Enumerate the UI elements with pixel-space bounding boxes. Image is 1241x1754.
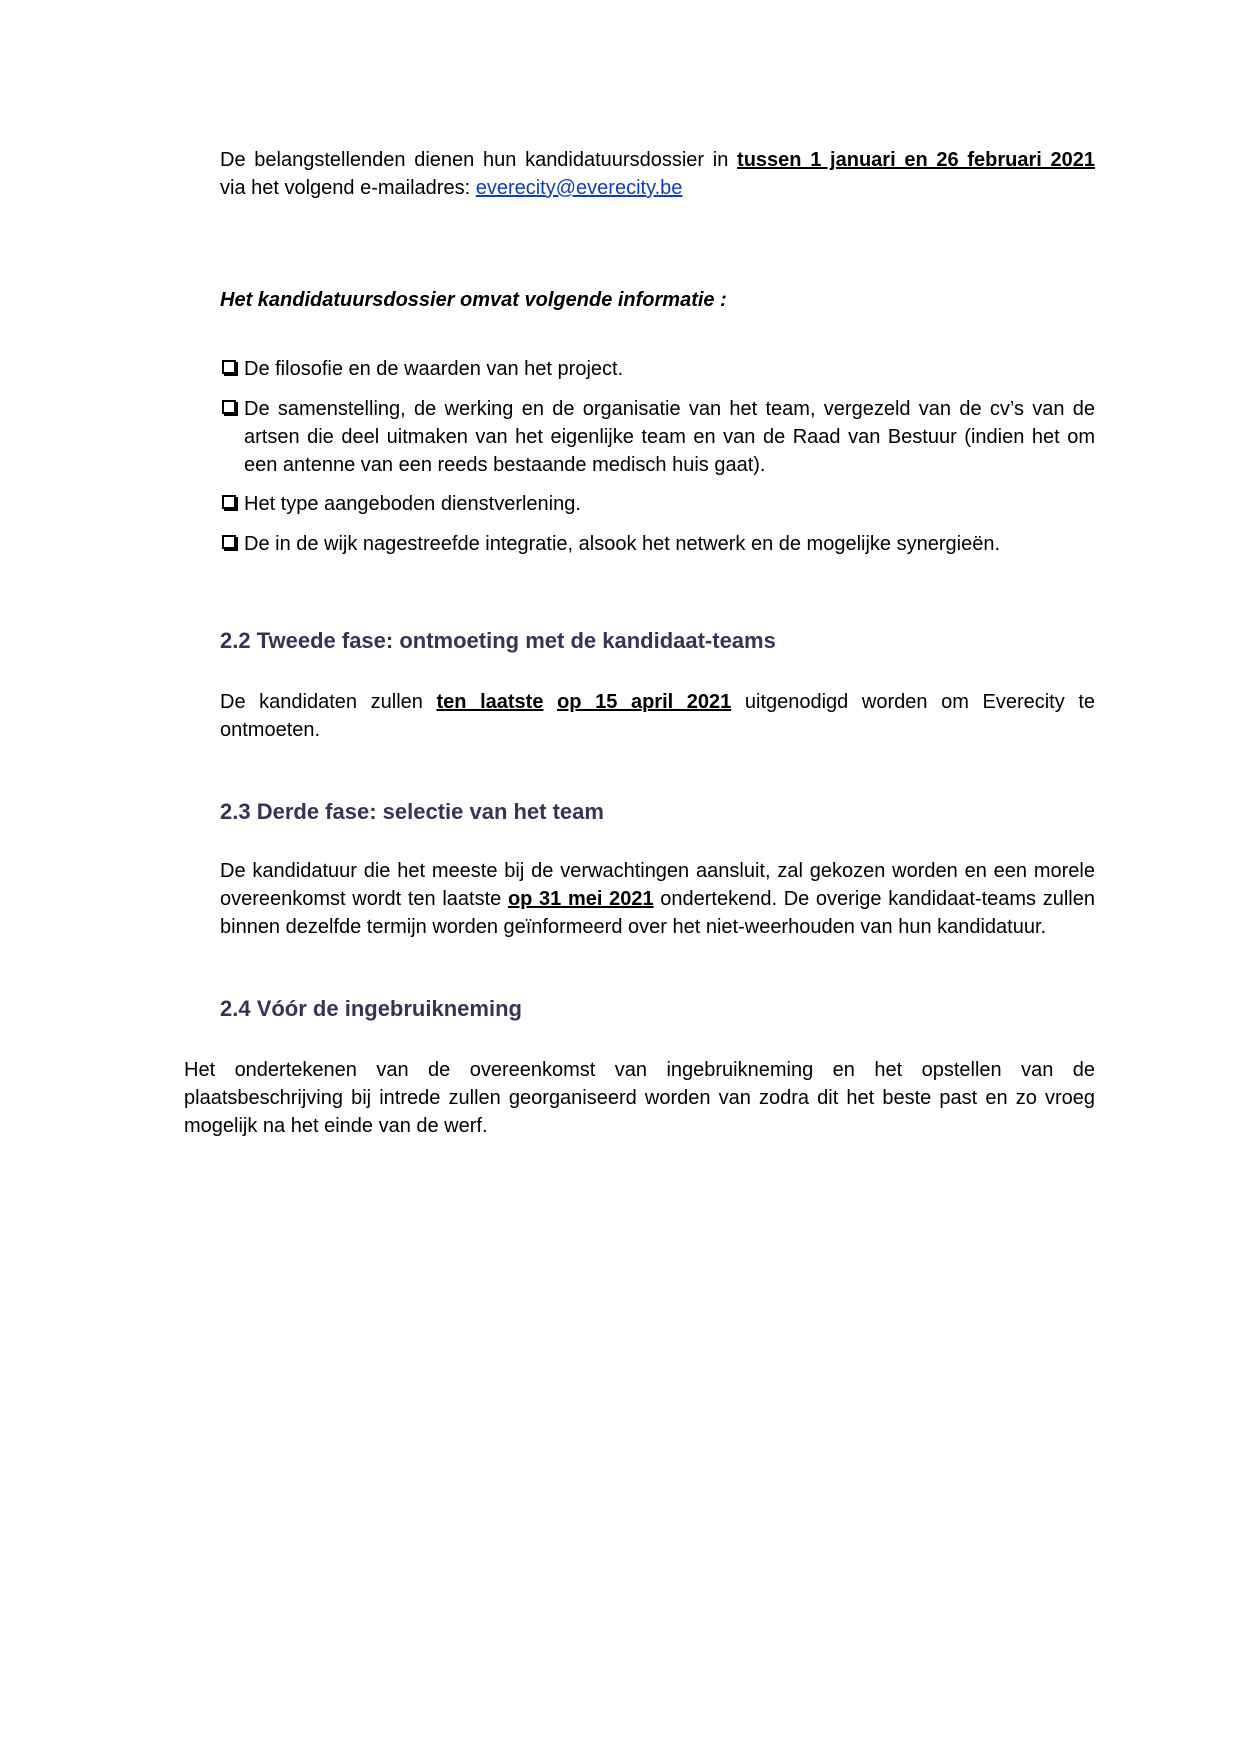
section-heading-2-3: 2.3 Derde fase: selectie van het team (220, 799, 604, 824)
checkbox-icon (222, 495, 236, 509)
list-item-text: De samenstelling, de werking en de organisatie van het team, vergezeld van de cv’s van de artsen die deel uitmaken van het eigenlijke team en van de Raad van Bestuur (indien het om een antenne van een reeds bestaande medisch huis gaat). (244, 398, 1095, 476)
section-2-4-paragraph: Het ondertekenen van de overeenkomst van ingebruikneming en het opstellen van de plaatsbeschrijving bij intrede zullen georganiseerd worden van zodra dit het beste past en zo vroeg mogelijk na het einde van de werf. (184, 1059, 1095, 1137)
dossier-item-list-3 (220, 490, 1095, 518)
checkbox-icon (222, 360, 236, 374)
dossier-item-list-2 (220, 395, 1095, 479)
deadline-ten-laatste: ten laatste (436, 691, 544, 713)
submission-date-range: tussen 1 januari en 26 februari 2021 (737, 149, 1095, 171)
list-item (220, 395, 1095, 479)
section-2-2-paragraph (220, 688, 1095, 744)
deadline-15-april: op 15 april 2021 (557, 691, 732, 713)
email-link[interactable]: everecity@everecity.be (475, 177, 683, 199)
intro-line-1 (220, 146, 1095, 174)
dossier-heading: Het kandidatuursdossier omvat volgende informatie : (220, 289, 727, 311)
email-label: via het volgend e-mailadres: (220, 177, 476, 199)
intro-text: De belangstellenden dienen hun kandidatuursdossier in (220, 149, 738, 171)
dossier-item-list-4 (220, 530, 1095, 558)
list-item-text: Het type aangeboden dienstverlening. (244, 493, 581, 515)
intro-line-2 (220, 174, 1095, 202)
intro-paragraph (220, 146, 1095, 202)
checkbox-icon (222, 400, 236, 414)
deadline-31-mei: op 31 mei 2021 (507, 888, 654, 910)
list-item (220, 490, 1095, 518)
section-2-2-text-end: uitgenodigd worden om Everecity te ontmoeten. (220, 691, 1096, 741)
section-2-3-text: De kandidatuur die het meeste bij de verwachtingen aansluit, zal gekozen worden en een morele overeenkomst wordt ten laatste (220, 860, 1095, 910)
list-item (220, 355, 1095, 383)
section-2-3-text-end: ondertekend. De overige kandidaat-teams zullen binnen dezelfde termijn worden geïnformeerd over het niet-weerhouden van hun kandidatuur. (220, 888, 1095, 938)
list-item-text: De filosofie en de waarden van het project. (244, 358, 624, 380)
section-2-2-text: De kandidaten zullen (220, 691, 437, 713)
section-2-2-spacer (543, 691, 557, 713)
checkbox-icon (222, 535, 236, 549)
list-item (220, 530, 1095, 558)
list-item-text: De in de wijk nagestreefde integratie, alsook het netwerk en de mogelijke synergieën. (244, 533, 1000, 555)
section-heading-2-2: 2.2 Tweede fase: ontmoeting met de kandidaat-teams (220, 628, 776, 653)
section-2-3-paragraph (220, 857, 1095, 941)
section-heading-2-4: 2.4 Vóór de ingebruikneming (220, 996, 522, 1021)
dossier-item-list (220, 355, 1095, 383)
